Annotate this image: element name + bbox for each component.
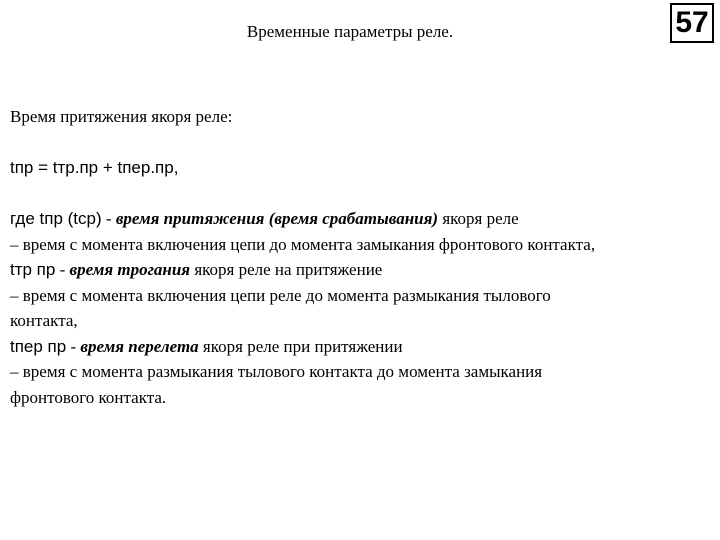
definition-term-1: время притяжения (время срабатывания) bbox=[115, 209, 439, 228]
definition-explanation-1: – время с момента включения цепи до момента замыкания фронтового контакта, bbox=[10, 234, 596, 254]
formula-text: tпр = tтр.пр + tпер.пр, bbox=[10, 157, 179, 177]
definition-explanation-2-cont: контакта, bbox=[10, 311, 78, 330]
definition-explanation-3-cont: фронтового контакта. bbox=[10, 387, 167, 407]
definition-dash-3: - bbox=[66, 336, 81, 356]
definition-explanation-2: – время с момента включения цепи реле до момента размыкания тылового bbox=[10, 285, 551, 305]
definition-symbol-3: tпер пр bbox=[10, 336, 67, 356]
definition-symbol-1: где tпр (tср) bbox=[10, 209, 102, 228]
slide-body bbox=[10, 104, 715, 410]
definition-explanation-3: – время с момента размыкания тылового контакта до момента замыкания bbox=[10, 362, 543, 381]
slide-title: Временные параметры реле. bbox=[246, 22, 454, 41]
definition-term-3: время перелета bbox=[80, 336, 199, 356]
definition-rest-2: якоря реле на притяжение bbox=[190, 260, 383, 279]
definition-term-2: время трогания bbox=[69, 260, 191, 279]
definition-dash-1: - bbox=[101, 209, 116, 228]
definition-line-3 bbox=[10, 334, 715, 360]
definition-symbol-2: tтр пр bbox=[10, 260, 56, 279]
definition-rest-1: якоря реле bbox=[438, 209, 519, 228]
page-number-box: 57 bbox=[670, 3, 714, 43]
definition-rest-3: якоря реле при притяжении bbox=[198, 336, 403, 356]
definition-line-2 bbox=[10, 257, 715, 283]
definition-dash-2: - bbox=[55, 260, 70, 279]
heading-text: Время притяжения якоря реле: bbox=[10, 107, 233, 126]
definition-line-1 bbox=[10, 206, 715, 232]
